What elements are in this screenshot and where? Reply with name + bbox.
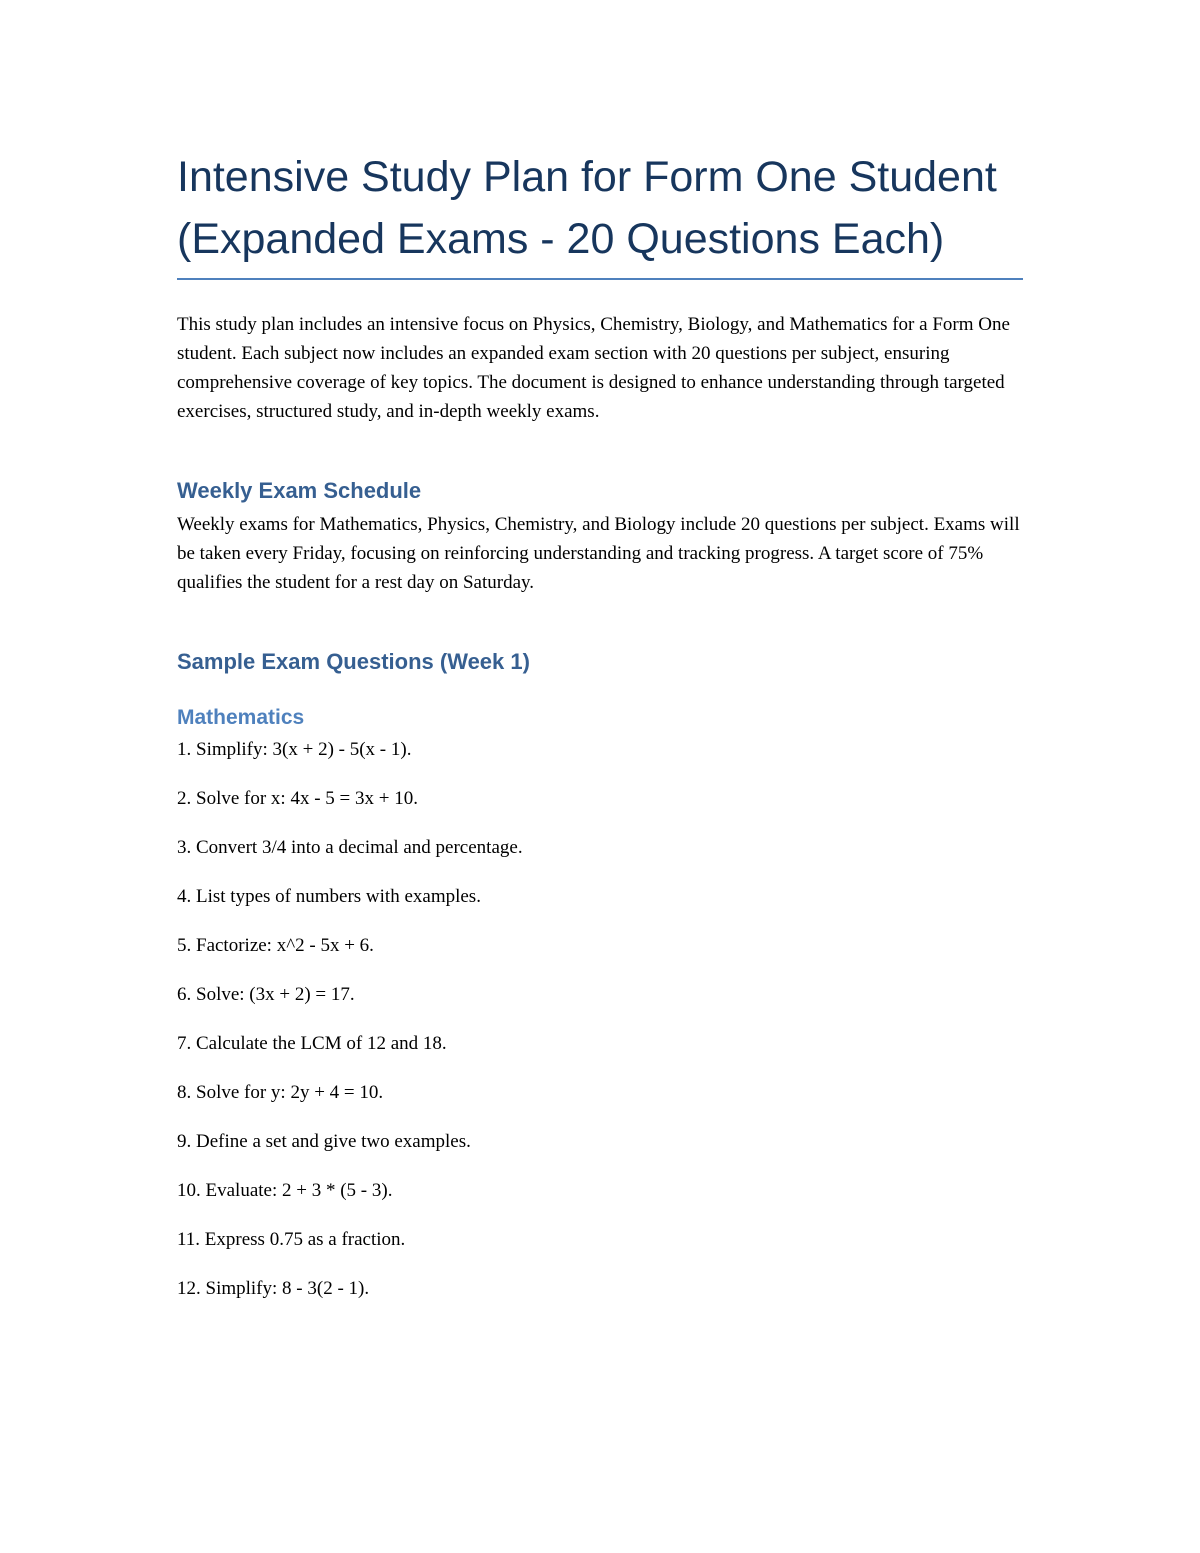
subject-heading-mathematics: Mathematics [177,706,305,729]
question-item: 5. Factorize: x^2 - 5x + 6. [177,935,374,956]
question-item: 4. List types of numbers with examples. [177,886,481,907]
schedule-paragraph: Weekly exams for Mathematics, Physics, Chemistry, and Biology include 20 questions per subject. Exams will be taken every Friday, focusing on reinforcing understanding and tracking progress. A target score of 75% qualifies the student for a rest day on Saturday. [177,514,1020,593]
schedule-heading: Weekly Exam Schedule [177,478,422,503]
question-item: 12. Simplify: 8 - 3(2 - 1). [177,1278,370,1299]
question-item: 2. Solve for x: 4x - 5 = 3x + 10. [177,788,418,809]
document-page [177,146,1023,1323]
question-item: 10. Evaluate: 2 + 3 * (5 - 3). [177,1180,393,1201]
document-title: Intensive Study Plan for Form One Student (Expanded Exams - 20 Questions Each) [177,153,997,263]
intro-paragraph: This study plan includes an intensive focus on Physics, Chemistry, Biology, and Mathematics for a Form One student. Each subject now includes an expanded exam section with 20 questions per subject, ensuring comprehensive coverage of key topics. The document is designed to enhance understanding through targeted exercises, structured study, and in-depth weekly exams. [177,314,1010,422]
question-item: 11. Express 0.75 as a fraction. [177,1229,406,1250]
question-item: 3. Convert 3/4 into a decimal and percentage. [177,837,523,858]
title-divider [177,278,1023,280]
sample-questions-heading: Sample Exam Questions (Week 1) [177,649,530,674]
question-list [177,735,1023,1303]
question-item: 9. Define a set and give two examples. [177,1131,471,1152]
question-item: 8. Solve for y: 2y + 4 = 10. [177,1082,384,1103]
question-item: 7. Calculate the LCM of 12 and 18. [177,1033,447,1054]
question-item: 6. Solve: (3x + 2) = 17. [177,984,355,1005]
question-item: 1. Simplify: 3(x + 2) - 5(x - 1). [177,739,412,760]
